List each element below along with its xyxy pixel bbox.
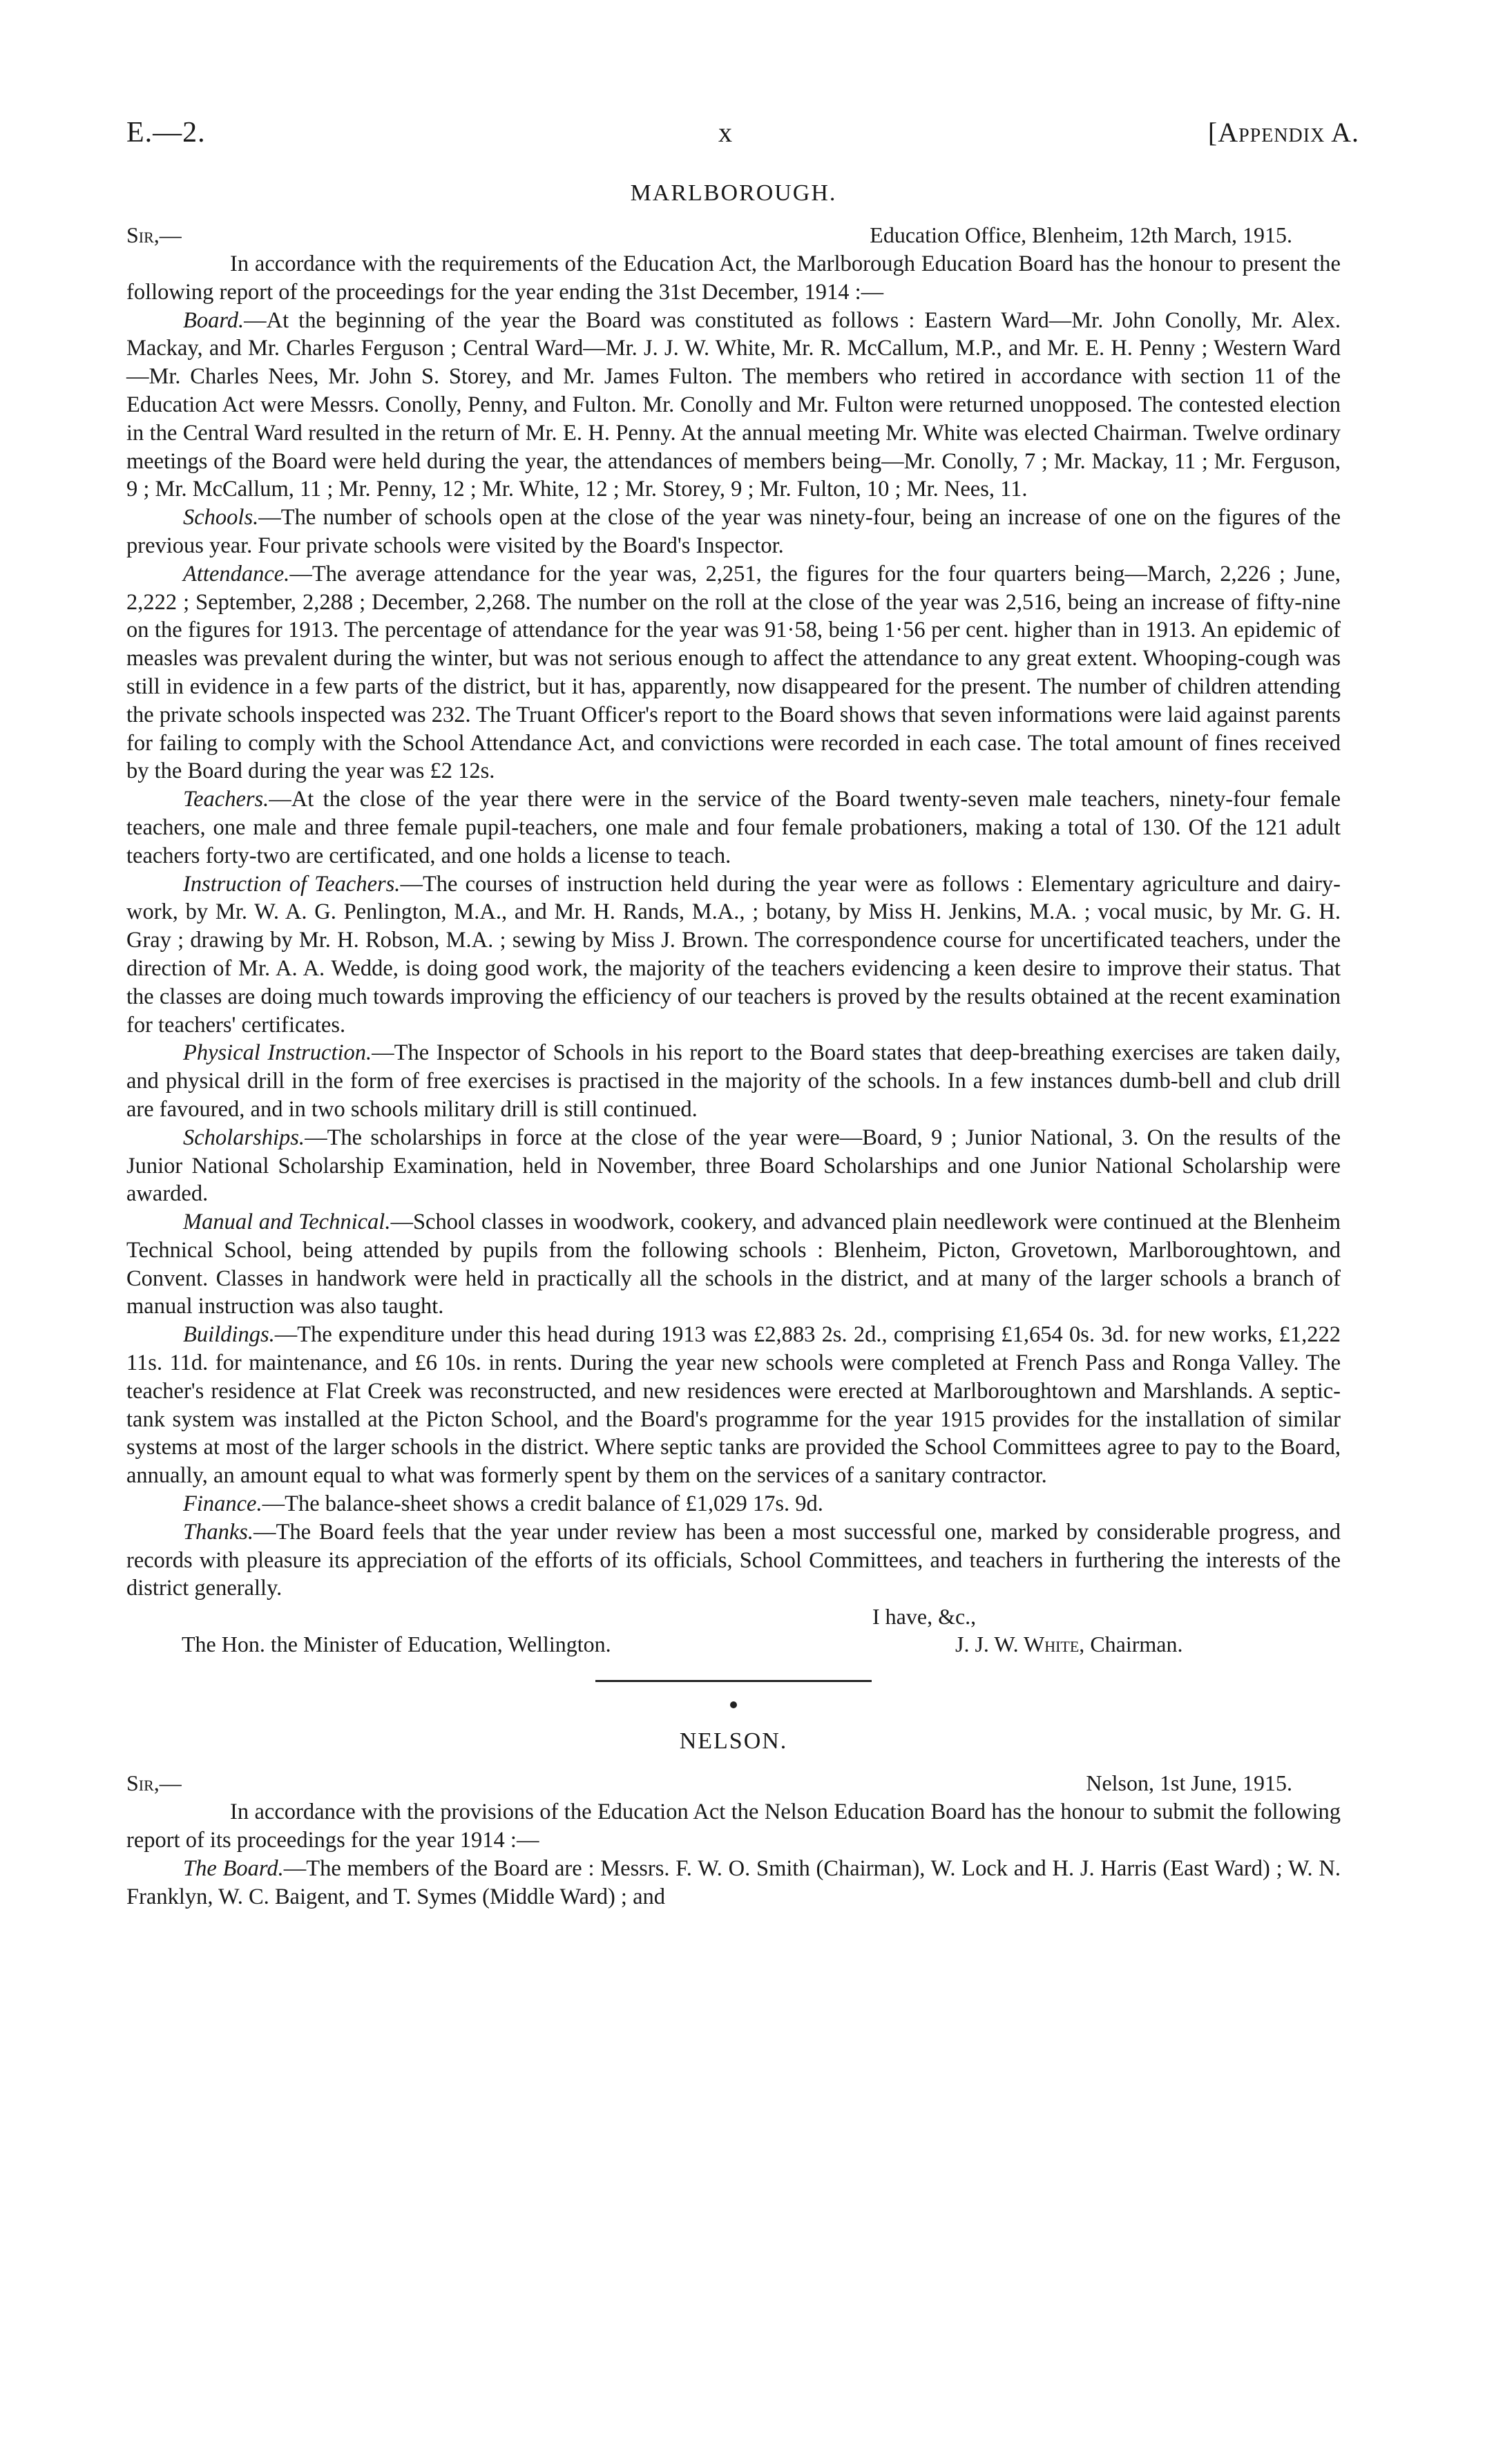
paragraph-finance: Finance.—The balance-sheet shows a credit balance of £1,029 17s. 9d. [183,1491,823,1517]
place-date: Nelson, 1st June, 1915. [1086,1770,1292,1796]
page-number: x [718,117,733,148]
paragraph-manual-technical: Manual and Technical.—School classes in woodwork, cookery, and advanced plain needlework were continued at the Blenheim Technical School, being attended by pupils from the following schools : Blenheim, Picton, Grovetown, Marlboroughtown, and Convent. Classes in handwork were held in practically all the schools in the district, and at many of the larger schools a branch of manual instruction was also taught. [126,1210,1341,1319]
nelson-report [126,1726,1341,1911]
letter-heading [126,1768,1341,1798]
paragraph-teachers: Teachers.—At the close of the year there were in the service of the Board twenty-seven male teachers, ninety-four female teachers, one male and three female pupil-teachers, one male and four female probationers, making a total of 130. Of the 121 adult teachers forty-two are certificated, and one holds a license to teach. [126,787,1341,868]
intro-paragraph: In accordance with the requirements of the Education Act, the Marlborough Education Board has the honour to present the following report of the proceedings for the year ending the 31st December, 1914 :— [126,251,1341,305]
section-title: MARLBOROUGH. [630,180,837,206]
salutation: Sir,— [126,222,182,247]
closing-phrase: I have, &c., [872,1604,977,1630]
place-date: Education Office, Blenheim, 12th March, 1915. [870,222,1292,247]
appendix-label: [Appendix A. [1207,117,1359,148]
salutation: Sir,— [126,1770,182,1796]
letter-heading [126,220,1341,250]
paragraph-instruction-of-teachers: Instruction of Teachers.—The courses of instruction held during the year were as follows : Elementary agriculture and dairy-work, by Mr. W. A. G. Penlington, M.A., and Mr. H. Rands, M.A., ; botany, by Miss H. Jenkins, M.A. ; vocal music, by Mr. G. H. Gray ; drawing by Mr. H. Robson, M.A. ; sewing by Miss J. Brown. The correspondence course for uncertificated teachers, under the direction of Mr. A. A. Wedde, is doing good work, the majority of the teachers evidencing a keen desire to improve their status. That the classes are doing much towards improving the efficiency of our teachers is proved by the results obtained at the recent examination for teachers' certificates. [126,871,1341,1038]
section-divider [595,1680,872,1682]
intro-paragraph: In accordance with the provisions of the Education Act the Nelson Education Board has the honour to submit the following report of its proceedings for the year 1914 :— [126,1799,1341,1853]
paragraph-scholarships: Scholarships.—The scholarships in force at the close of the year were—Board, 9 ; Junior National, 3. On the results of the Junior National Scholarship Examination, held in November, three Board Scholarships and one Junior National Scholarship were awarded. [126,1125,1341,1207]
section-title: NELSON. [679,1728,788,1755]
page-reference: E.—2. [126,117,206,149]
report-body [126,178,1341,1911]
divider-dot [730,1701,737,1708]
addressee: The Hon. the Minister of Education, Wellington. [182,1632,611,1657]
paragraph-schools: Schools.—The number of schools open at the close of the year was ninety-four, being an increase of one on the figures of the previous year. Four private schools were visited by the Board's Inspector. [126,505,1341,558]
paragraph-board: Board.—At the beginning of the year the Board was constituted as follows : Eastern Ward—Mr. John Conolly, Mr. Alex. Mackay, and Mr. Charles Ferguson ; Central Ward—Mr. J. J. W. White, Mr. R. McCallum, M.P., and Mr. E. H. Penny ; Western Ward—Mr. Charles Nees, Mr. John S. Storey, and Mr. James Fulton. The members who retired in accordance with section 11 of the Education Act were Messrs. Conolly, Penny, and Fulton. Mr. Conolly and Mr. Fulton were returned unopposed. The contested election in the Central Ward resulted in the return of Mr. E. H. Penny. At the annual meeting Mr. White was elected Chairman. Twelve ordinary meetings of the Board were held during the year, the attendances of members being—Mr. Conolly, 7 ; Mr. Mackay, 11 ; Mr. Ferguson, 9 ; Mr. McCallum, 11 ; Mr. Penny, 12 ; Mr. White, 12 ; Mr. Storey, 9 ; Mr. Fulton, 10 ; Mr. Nees, 11. [126,307,1341,502]
signature: J. J. W. White, Chairman. [955,1632,1183,1657]
paragraph-attendance: Attendance.—The average attendance for the year was, 2,251, the figures for the four quarters being—March, 2,226 ; June, 2,222 ; September, 2,288 ; December, 2,268. The number on the roll at the close of the year was 2,516, being an increase of fifty-nine on the figures for 1913. The percentage of attendance for the year was 91·58, being 1·56 per cent. higher than in 1913. An epidemic of measles was prevalent during the winter, but was not serious enough to affect the attendance to any great extent. Whooping-cough was still in evidence in a few parts of the district, but it has, apparently, now disappeared for the present. The number of children attending the private schools inspected was 232. The Truant Officer's report to the Board shows that seven informations were laid against parents for failing to comply with the School Attendance Act, and convictions were recorded in each case. The total amount of fines received by the Board during the year was £2 12s. [126,561,1341,784]
paragraph-buildings: Buildings.—The expenditure under this head during 1913 was £2,883 2s. 2d., comprising £1,654 0s. 3d. for new works, £1,222 11s. 11d. for maintenance, and £6 10s. in rents. During the year new schools were completed at French Pass and Ronga Valley. The teacher's residence at Flat Creek was reconstructed, and new residences were erected at Marlboroughtown and Marshlands. A septic-tank system was installed at the Picton School, and the Board's programme for the year 1915 provides for the installation of similar systems at most of the larger schools in the district. Where septic tanks are provided the School Committees agree to pay to the Board, annually, an amount equal to what was formerly spent by them on the services of a sanitary contractor. [126,1322,1341,1489]
paragraph-the-board: The Board.—The members of the Board are : Messrs. F. W. O. Smith (Chairman), W. Lock and H. J. Harris (East Ward) ; W. N. Franklyn, W. C. Baigent, and T. Symes (Middle Ward) ; and [126,1855,1341,1909]
paragraph-physical-instruction: Physical Instruction.—The Inspector of Schools in his report to the Board states that deep-breathing exercises are taken daily, and physical drill in the form of free exercises is practised in the majority of the schools. In a few instances dumb-bell and club drill are favoured, and in two schools military drill is still continued. [126,1040,1341,1122]
signature-line [126,1630,1341,1662]
paragraph-thanks: Thanks.—The Board feels that the year under review has been a most successful one, marked by considerable progress, and records with pleasure its appreciation of the efforts of its officials, School Committees, and teachers in furthering the interests of the district generally. [126,1519,1341,1601]
marlborough-report [126,178,1341,1662]
